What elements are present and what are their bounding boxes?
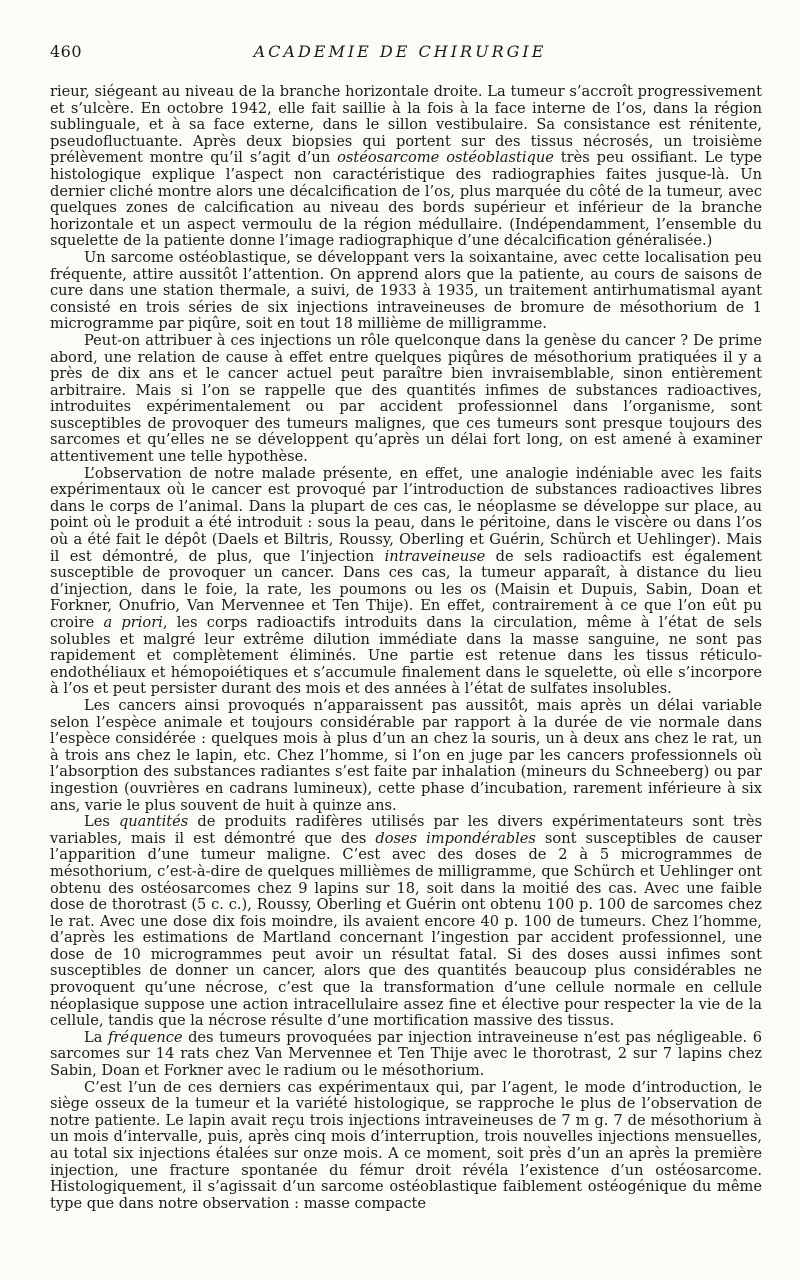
text-run: Les [84,813,119,831]
italic-text: ostéosarcome ostéoblastique [337,149,554,167]
text-run: de sels radioactifs est également susceptible de provoquer un cancer. Dans ces cas, la tumeur apparaît, à distance du lieu d’injection, dans le foie, la rate, les poumons ou les os (Maisin et Dupuis, Sabin, Doan et Forkner, Onufrio, Van Mervennee et Ten Thije). En effet, contrairement à ce que l’on eût pu croire [50,547,763,631]
italic-text: fréquence [107,1028,183,1046]
journal-title: ACADEMIE DE CHIRURGIE [253,42,547,61]
paragraph [50,84,762,250]
italic-text: intraveineuse [384,547,486,565]
italic-text: a priori [103,614,163,631]
paragraph [50,466,762,698]
paragraph [50,1080,762,1213]
running-header [50,42,750,66]
paragraph [50,333,762,466]
text-run: sont susceptibles de causer l’apparition d’une tumeur maligne. C’est avec des doses de 2 à 5 microgrammes de mésothorium, c’est-à-dire de quelques millièmes de milligramme, que Schürch et Uehlinger ont obtenu des ostéosarcomes chez 9 lapins sur 18, soit dans la moitié des cas. Avec une faible dose de thorotrast (5 c. c.), Roussy, Oberling et Guérin ont obtenu 100 p. 100 de sarcomes chez le rat. Avec une dose dix fois moindre, ils avaient encore 40 p. 100 de tumeurs. Chez l’homme, d’après les estimations de Martland concernant l’ingestion par accident professionnel, une dose de 10 microgrammes peut avoir un résultat fatal. Si des doses aussi infimes sont susceptibles de donner un cancer, alors que des quantités beaucoup plus considérables ne provoquent qu’une nécrose, c’est que la transformation d’une cellule normale en cellule néoplasique suppose une action intracellulaire assez fine et élective pour respecter la vie de la cellule, tandis que la nécrose résulte d’une mortification massive des tissus. [50,829,762,1030]
text-run: très peu ossifiant. Le type histologique explique l’aspect non caractéristique des radiographies faites jusque-là. Un dernier cliché montre alors une décalcification de l’os, plus marquée du côté de la tumeur, avec quelques zones de calcification au niveau des bords supérieur et inférieur de la branche horizontale et un aspect vermoulu de la région médullaire. (Indépendamment, l’ensemble du squelette de la patiente donne l’image radiographique d’une décalcification généralisée.) [50,149,762,250]
text-run: Peut-on attribuer à ces injections un rôle quelconque dans la genèse du cancer ? De prime abord, une relation de cause à effet entre quelques piqûres de mésothorium pratiquées il y a près de dix ans et le cancer actuel peut paraître bien invraisemblable, sinon entièrement arbitraire. Mais si l’on se rappelle que des quantités infimes de substances radioactives, introduites expérimentalement ou par accident professionnel dans l’organisme, sont susceptibles de provoquer des tumeurs malignes, que ces tumeurs sont presque toujours des sarcomes et qu’elles ne se développent qu’après un délai fort long, on est amené à examiner attentivement une telle hypothèse. [50,331,762,466]
text-run: rieur, siégeant au niveau de la branche horizontale droite. La tumeur s’accroît progressivement et s’ulcère. En octobre 1942, elle fait saillie à la fois à la face interne de l’os, dans la région sublinguale, et à sa face externe, dans le sillon vestibulaire. Sa consistance est rénitente, pseudofluctuante. Après deux biopsies qui portent sur des tissus nécrosés, un troisième prélèvement montre qu’il s’agit d’un [50,83,762,167]
text-run: C’est l’un de ces derniers cas expérimentaux qui, par l’agent, le mode d’introduction, le siège osseux de la tumeur et la variété histologique, se rapproche le plus de l’observation de notre patiente. Le lapin avait reçu trois injections intraveineuses de 7 m g. 7 de mésothorium à un mois d’intervalle, puis, après cinq mois d’interruption, trois nouvelles injections mensuelles, au total six injections étalées sur onze mois. A ce moment, soit près d’un an après la première injection, une fracture spontanée du fémur droit révéla l’existence d’un ostéosarcome. Histologiquement, il s’agissait d’un sarcome ostéoblastique faiblement ostéogénique du même type que dans notre observation : masse compacte [50,1078,762,1212]
text-run: L’observation de notre malade présente, en effet, une analogie indéniable avec les faits expérimentaux où le cancer est provoqué par l’introduction de substances radioactives libres dans le corps de l’animal. Dans la plupart de ces cas, le néoplasme se développe sur place, au point où le produit a été introduit : sous la peau, dans le péritoine, dans le viscère ou dans l’os où a été fait le dépôt (Daels et Biltris, Roussy, Oberling et Guérin, Schürch et Uehlinger). Mais il est démontré, de plus, que l’injection [50,464,762,565]
paragraph [50,1030,762,1080]
italic-text: doses impondérables [375,829,536,847]
text-run: Un sarcome ostéoblastique, se développant vers la soixantaine, avec cette localisation peu fréquente, attire aussitôt l’attention. On apprend alors que la patiente, au cours de saisons de cure dans une station thermale, a suivi, de 1933 à 1935, un traitement antirhumatismal ayant consisté en trois séries de six injections intraveineuses de bromure de mésothorium de 1 microgramme par piqûre, soit en tout 18 millième de milligramme. [50,248,762,333]
italic-text: quantités [118,813,189,831]
text-run: , les corps radioactifs introduits dans la circulation, même à l’état de sels solubles et malgré leur extrême dilution immédiate dans la masse sanguine, ne sont pas rapidement et complètement éliminés. Une partie est retenue dans les tissus réticulo-endothéliaux et hémopoiétiques et s’accumule finalement dans le squelette, où elle s’incorpore à l’os et peut persister durant des mois et des années à l’état de sulfates insolubles. [50,614,762,698]
text-run: Les cancers ainsi provoqués n’apparaissent pas aussitôt, mais après un délai variable selon l’espèce animale et toujours considérable par rapport à la durée de vie normale dans l’espèce considérée : quelques mois à plus d’un an chez la souris, un à deux ans chez le rat, un à trois ans chez le lapin, etc. Chez l’homme, si l’on en juge par les cancers professionnels où l’absorption des substances radiantes s’est faite par inhalation (mineurs du Schneeberg) ou par ingestion (ouvrières en cadrans lumineux), cette phase d’incubation, rarement inférieure à six ans, varie le plus souvent de huit à quinze ans. [50,696,762,814]
text-run: de produits radifères utilisés par les divers expérimentateurs sont très variables, mais il est démontré que des [50,813,762,847]
text-run: La [84,1028,108,1046]
article-body [50,84,762,1212]
paragraph [50,250,762,333]
text-run: des tumeurs provoquées par injection intraveineuse n’est pas négligeable. 6 sarcomes sur 14 rats chez Van Mervennee et Ten Thije avec le thorotrast, 2 sur 7 lapins chez Sabin, Doan et Forkner avec le radium ou le mésothorium. [50,1028,762,1080]
paragraph [50,698,762,814]
paragraph [50,814,762,1030]
page-number: 460 [50,42,83,61]
